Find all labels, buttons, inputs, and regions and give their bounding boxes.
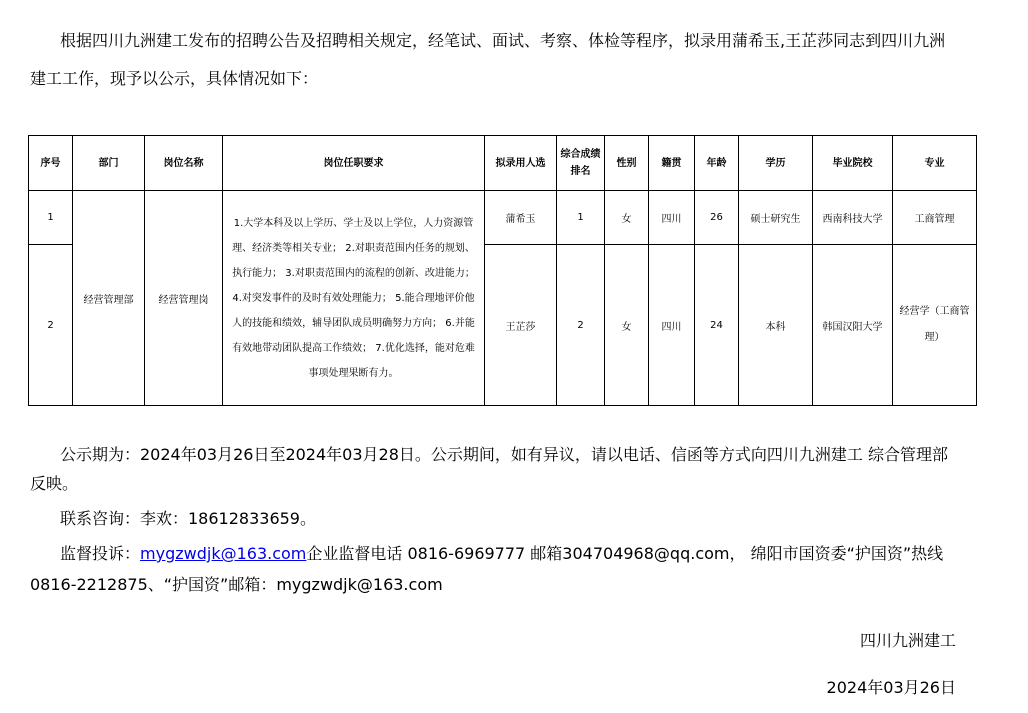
- header-cell: 部门: [73, 136, 145, 191]
- header-cell: 岗位任职要求: [223, 136, 485, 191]
- header-cell: 综合成绩排名: [557, 136, 605, 191]
- cell-department: 经营管理部: [73, 191, 145, 406]
- publicity-paragraph: 公示期为：2024年03月26日至2024年03月28日。公示期间，如有异议，请以电话、信函等方式向四川九洲建工 综合管理部反映。: [30, 445, 948, 493]
- supervision-paragraph: [30, 538, 960, 600]
- header-cell: 毕业院校: [813, 136, 893, 191]
- cell-requirements: 1.大学本科及以上学历、学士及以上学位，人力资源管理、经济类等相关专业； 2.对职责范围内任务的规划、执行能力； 3.对职责范围内的流程的创新、改进能力； 4.对突发事件的及时有效处理能力； 5.能合理地评价他人的技能和绩效，辅导团队成员明确努力方向； 6.并能有效地带动团队提高工作绩效； 7.优化选择，能对危难事项处理果断有力。: [223, 191, 485, 406]
- cell-school: 西南科技大学: [813, 191, 893, 245]
- header-cell: 学历: [739, 136, 813, 191]
- cell-origin: 四川: [649, 191, 695, 245]
- signature-org: 四川九洲建工: [859, 631, 956, 650]
- cell-age: 24: [695, 245, 739, 406]
- header-cell: 拟录用人选: [485, 136, 557, 191]
- cell-education: 硕士研究生: [739, 191, 813, 245]
- header-cell: 岗位名称: [145, 136, 223, 191]
- cell-gender: 女: [605, 245, 649, 406]
- cell-age: 26: [695, 191, 739, 245]
- cell-major: 经营学（工商管理）: [893, 245, 977, 406]
- contact-paragraph: 联系咨询：李欢：18612833659。: [60, 509, 316, 528]
- signature-date: 2024年03月26日: [826, 678, 956, 697]
- header-cell: 专业: [893, 136, 977, 191]
- cell-name: 王芷莎: [485, 245, 557, 406]
- header-cell: 年龄: [695, 136, 739, 191]
- table-row: [29, 191, 977, 245]
- cell-gender: 女: [605, 191, 649, 245]
- cell-school: 韩国汉阳大学: [813, 245, 893, 406]
- cell-no: 1: [29, 191, 73, 245]
- header-cell: 序号: [29, 136, 73, 191]
- supervision-prefix: 监督投诉：: [60, 544, 141, 563]
- cell-no: 2: [29, 245, 73, 406]
- recruitment-table: [28, 135, 977, 406]
- cell-rank: 1: [557, 191, 605, 245]
- cell-major: 工商管理: [893, 191, 977, 245]
- cell-origin: 四川: [649, 245, 695, 406]
- header-cell: 性别: [605, 136, 649, 191]
- cell-rank: 2: [557, 245, 605, 406]
- cell-position: 经营管理岗: [145, 191, 223, 406]
- table-header-row: [29, 136, 977, 191]
- header-cell: 籍贯: [649, 136, 695, 191]
- supervision-details: 企业监督电话 0816-6969777 邮箱304704968@qq.com， 绵阳市国资委“护国资”热线0816-2212875、“护国资”邮箱：mygzwdjk@163.com: [30, 544, 944, 594]
- supervision-email-link[interactable]: mygzwdjk@163.com: [140, 544, 307, 563]
- cell-name: 蒲希玉: [485, 191, 557, 245]
- cell-education: 本科: [739, 245, 813, 406]
- intro-paragraph: 根据四川九洲建工发布的招聘公告及招聘相关规定，经笔试、面试、考察、体检等程序，拟录用蒲希玉,王芷莎同志到四川九洲建工工作，现予以公示，具体情况如下：: [30, 31, 946, 88]
